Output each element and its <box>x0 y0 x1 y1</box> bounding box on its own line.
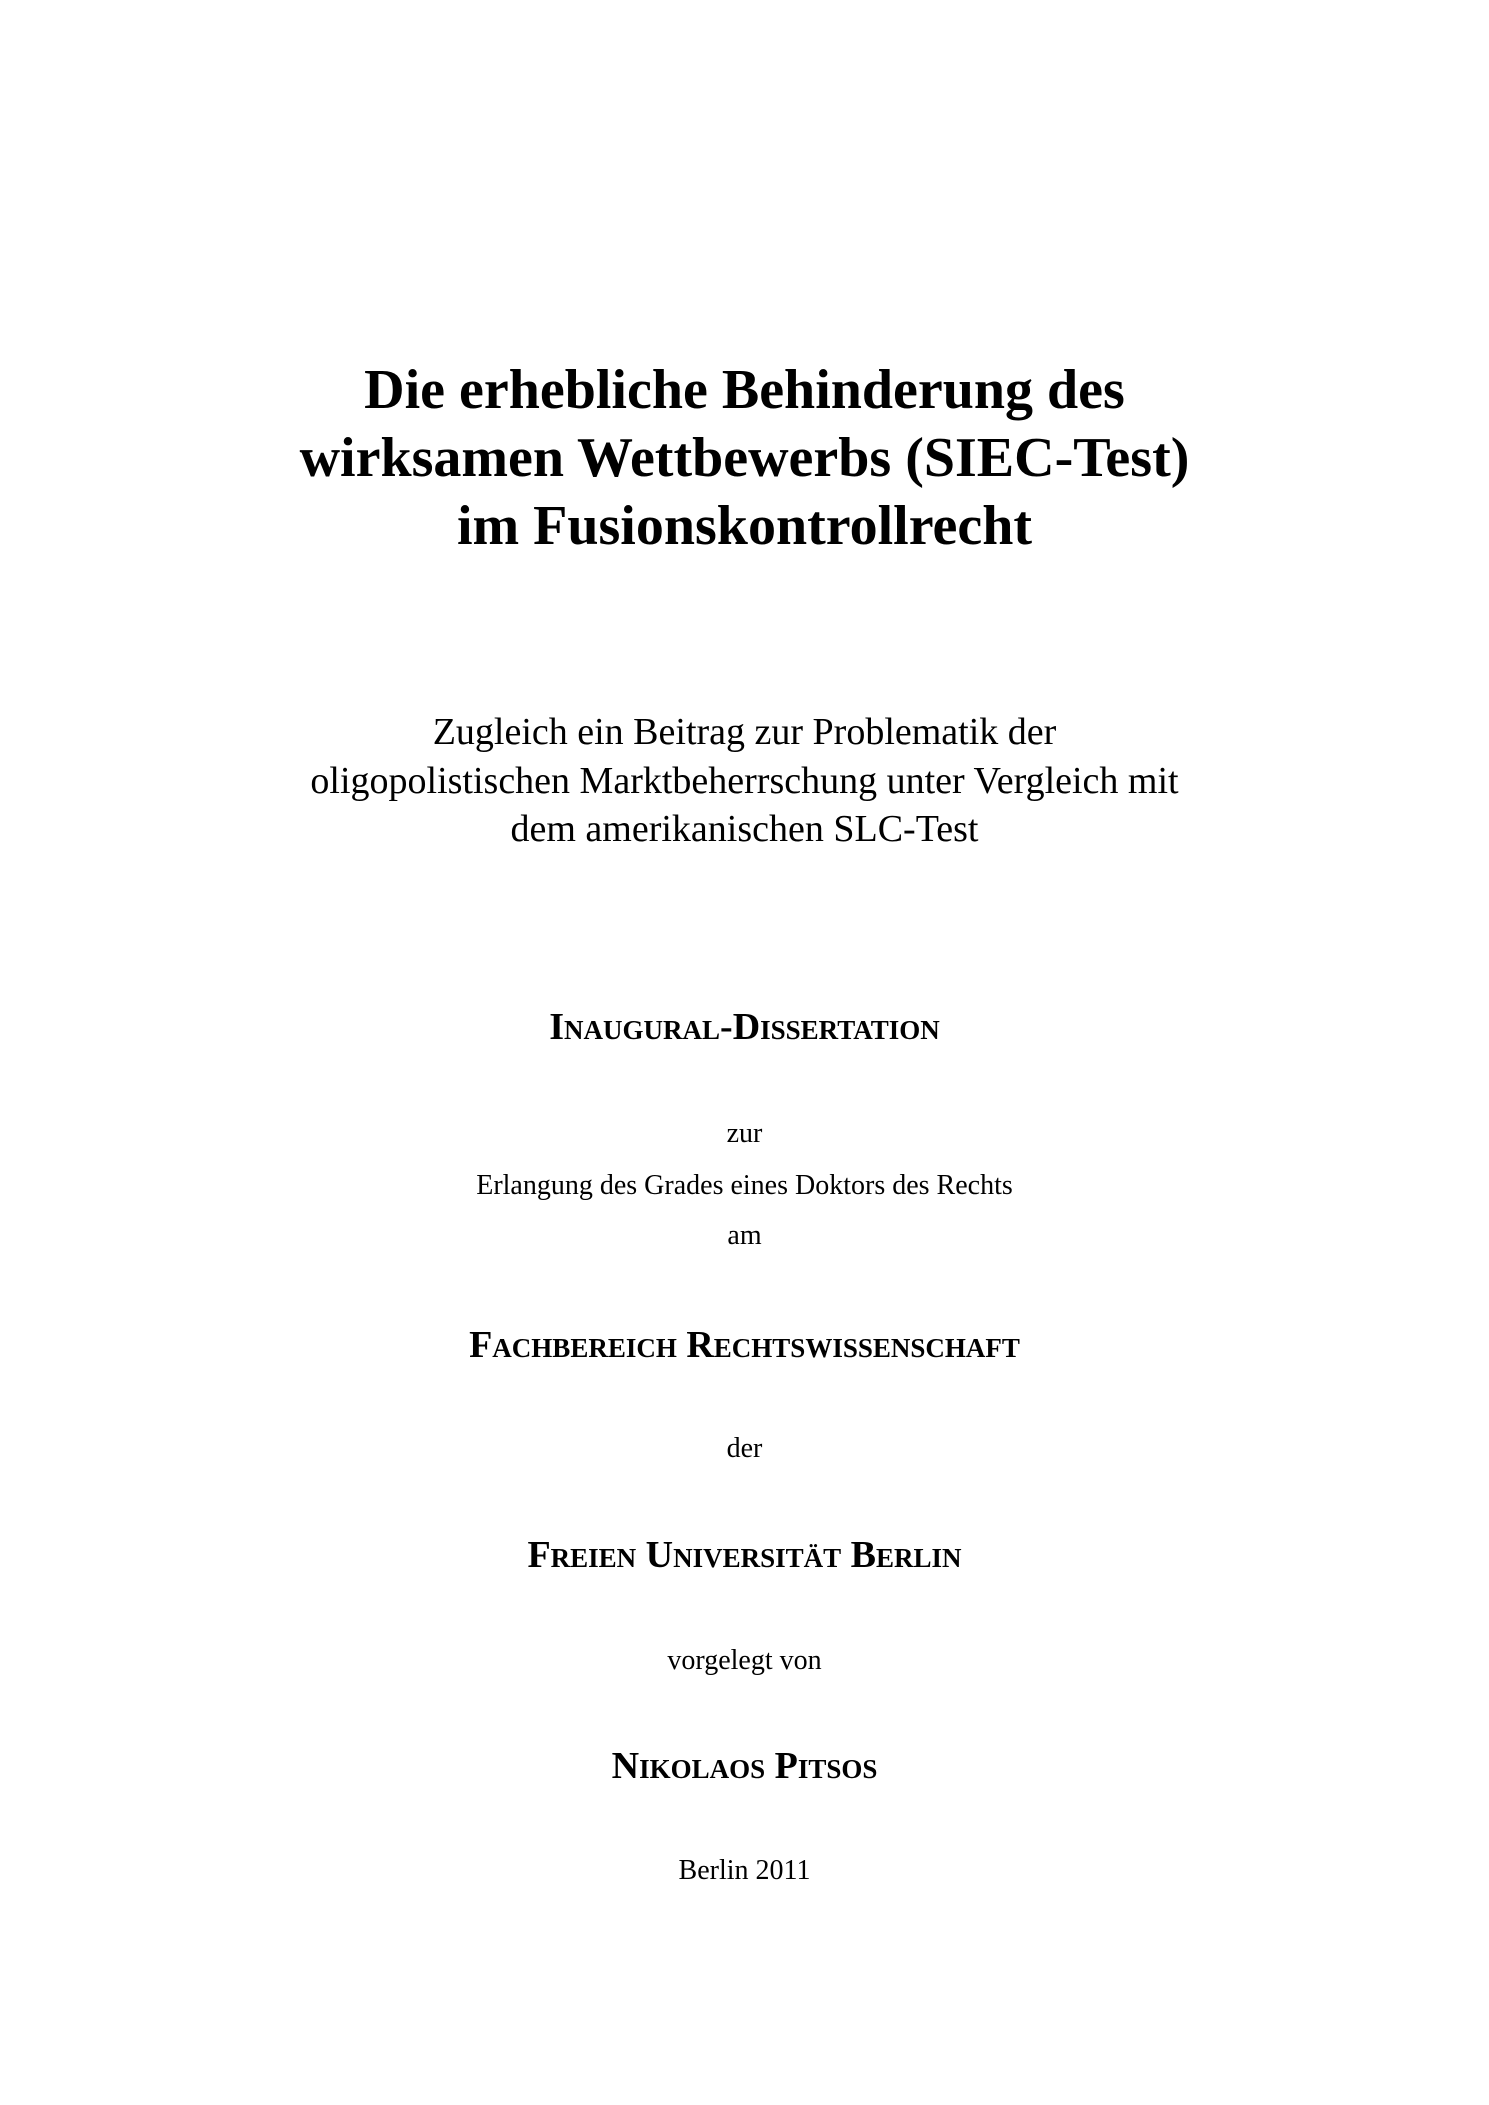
subtitle-line-2: oligopolistischen Marktbeherrschung unter Vergleich mit <box>310 760 1179 802</box>
title-line-2: wirksamen Wettbewerbs (SIEC-Test) <box>299 427 1190 489</box>
purpose-text: Erlangung des Grades eines Doktors des Rechts <box>476 1170 1013 1201</box>
dissertation-label: Inaugural-Dissertation <box>549 1006 940 1048</box>
der-text: der <box>726 1433 763 1464</box>
title-line-3: im Fusionskontrollrecht <box>456 495 1033 557</box>
faculty-name: Fachbereich Rechtswissenschaft <box>469 1324 1020 1366</box>
place-year: Berlin 2011 <box>678 1855 811 1886</box>
purpose-am: am <box>727 1220 762 1251</box>
purpose-zur: zur <box>726 1118 763 1149</box>
subtitle-line-1: Zugleich ein Beitrag zur Problematik der <box>432 711 1057 753</box>
subtitle-line-3: dem amerikanischen SLC-Test <box>510 808 979 850</box>
presented-by: vorgelegt von <box>667 1645 822 1676</box>
university-name: Freien Universität Berlin <box>527 1534 962 1576</box>
title-line-1: Die erhebliche Behinderung des <box>364 359 1125 421</box>
author-name: Nikolaos Pitsos <box>611 1745 878 1787</box>
